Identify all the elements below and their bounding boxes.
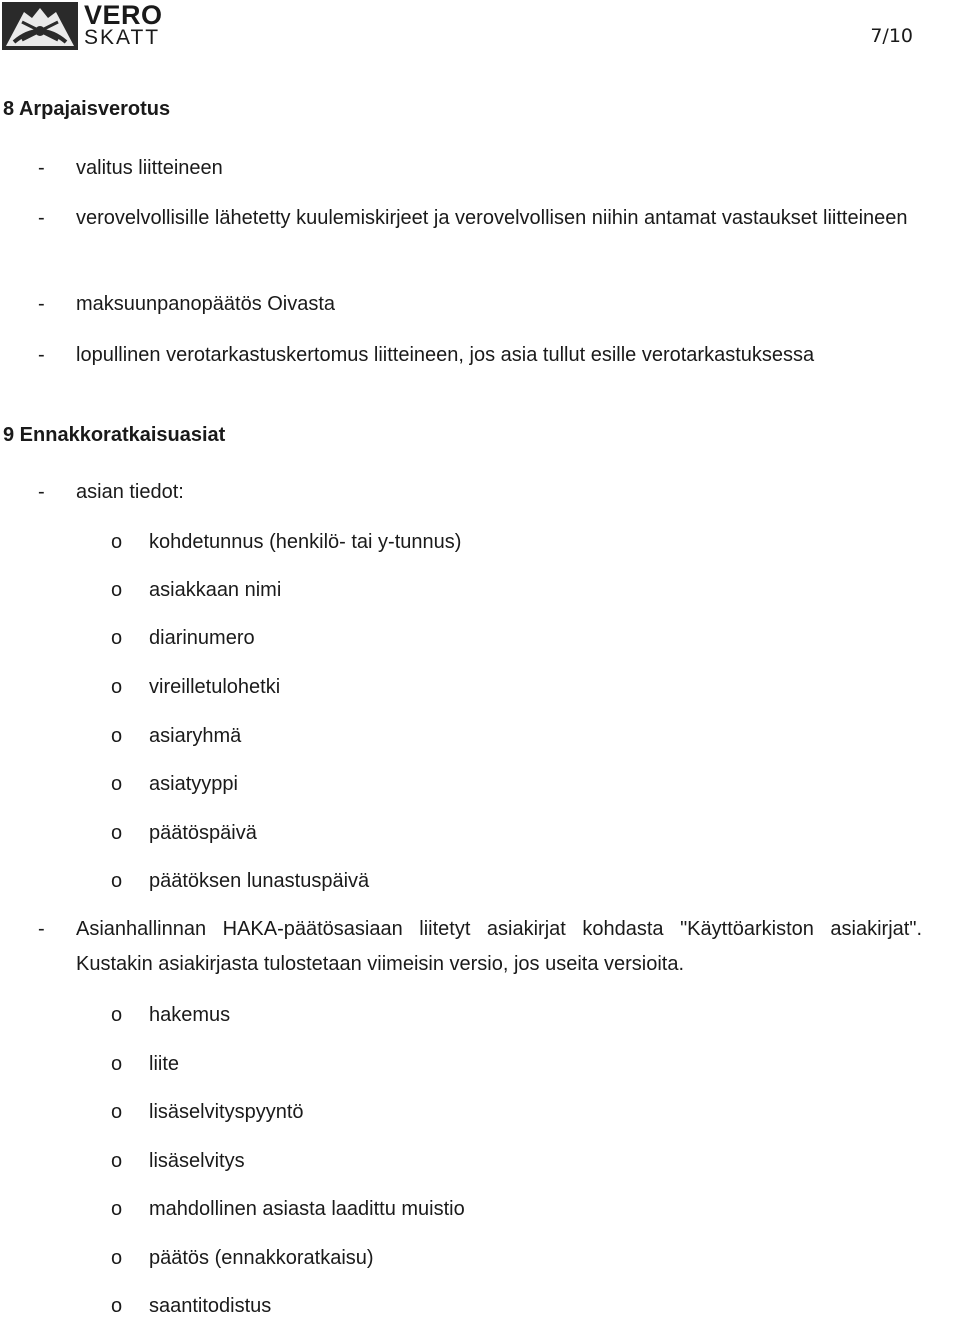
bullet-marker: o <box>111 531 123 553</box>
list-item: - Asianhallinnan HAKA-päätösasiaan liitetyt asiakirjat kohdasta "Käyttöarkiston asiakirjat". Kustakin asiakirjasta tulostetaan viimeisin versio, jos useita versioita. <box>38 912 922 982</box>
bullet-marker: o <box>111 676 123 698</box>
sub-list-item: o saantitodistus <box>111 1295 272 1317</box>
bullet-marker: o <box>111 1295 123 1317</box>
bullet-marker: o <box>111 1198 123 1220</box>
bullet-marker: o <box>111 870 123 892</box>
sub-list-item: o asiaryhmä <box>111 725 242 747</box>
section-heading-8: 8 Arpajaisverotus <box>3 98 171 120</box>
sub-list-item: o mahdollinen asiasta laadittu muistio <box>111 1198 465 1220</box>
dash-marker: - <box>38 918 45 940</box>
dash-marker: - <box>38 344 45 366</box>
bullet-marker: o <box>111 773 123 795</box>
bullet-marker: o <box>111 627 123 649</box>
bullet-marker: o <box>111 1150 123 1172</box>
dash-marker: - <box>38 157 45 179</box>
sub-list-item: o asiatyyppi <box>111 773 238 795</box>
sub-list-item: o päätöksen lunastuspäivä <box>111 870 370 892</box>
page-header <box>0 0 960 60</box>
dash-marker: - <box>38 481 45 503</box>
page-number: 7/10 <box>870 25 913 47</box>
bullet-marker: o <box>111 1053 123 1075</box>
section-heading-9: 9 Ennakkoratkaisuasiat <box>3 424 226 446</box>
logo-text-skatt: SKATT <box>84 26 161 49</box>
list-item: - maksuunpanopäätös Oivasta <box>38 286 922 322</box>
dash-marker: - <box>38 293 45 315</box>
sub-list-item: o hakemus <box>111 1004 231 1026</box>
sub-list-item: o kohdetunnus (henkilö- tai y-tunnus) <box>111 531 462 553</box>
sub-list-item: o lisäselvitys <box>111 1150 245 1172</box>
sub-list-item: o liite <box>111 1053 180 1075</box>
bullet-marker: o <box>111 579 123 601</box>
sub-list-item: o lisäselvityspyyntö <box>111 1101 304 1123</box>
sub-list-item: o vireilletulohetki <box>111 676 281 698</box>
sub-list-item: o asiakkaan nimi <box>111 579 282 601</box>
list-item: - verovelvollisille lähetetty kuulemiskirjeet ja verovelvollisen niihin antamat vastaukset liitteineen <box>38 200 922 236</box>
sub-list-item: o päätöspäivä <box>111 822 257 844</box>
logo-text-vero: VERO <box>84 0 163 30</box>
dash-marker: - <box>38 207 45 229</box>
bullet-marker: o <box>111 1101 123 1123</box>
list-item: - lopullinen verotarkastuskertomus liitteineen, jos asia tullut esille verotarkastuksessa <box>38 337 922 373</box>
bullet-marker: o <box>111 725 123 747</box>
bullet-marker: o <box>111 1247 123 1269</box>
sub-list-item: o diarinumero <box>111 627 255 649</box>
coat-of-arms-icon <box>2 2 78 50</box>
bullet-marker: o <box>111 822 123 844</box>
vero-skatt-logo <box>2 2 163 50</box>
list-item: - valitus liitteineen <box>38 150 922 186</box>
sub-list-item: o päätös (ennakkoratkaisu) <box>111 1247 374 1269</box>
bullet-marker: o <box>111 1004 123 1026</box>
list-item: - asian tiedot: <box>38 474 922 510</box>
